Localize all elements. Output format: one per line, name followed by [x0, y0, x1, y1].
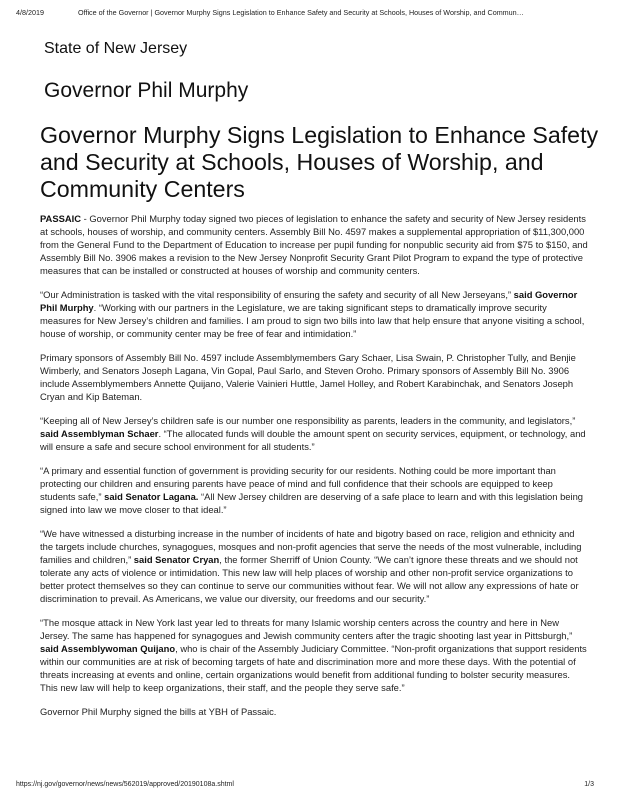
article-body	[40, 212, 590, 729]
print-footer	[16, 781, 594, 788]
print-header	[16, 8, 602, 17]
speaker-attribution: said Governor Phil Murphy	[40, 289, 578, 314]
dateline: PASSAIC	[40, 213, 81, 224]
paragraph-2: “Our Administration is tasked with the vital responsibility of ensuring the safety and security of all New Jerseyans,” said Governor Phil Murphy. “Working with our partners in the Legislature, we are taking significant steps to dramatically improve security measures for New Jersey’s children and families. I am proud to sign two bills into law that help ensure that anyone visiting a school, house of worship, or community center may be free of fear and intimidation.”	[40, 289, 585, 340]
paragraph-4: “Keeping all of New Jersey’s children safe is our number one responsibility as parents, leaders in the community, and legislators,” said Assemblyman Schaer. “The allocated funds will double the amount spent on security services, equipment, or technology, and will ensure a safe and secure school environment for all students.”	[40, 415, 586, 453]
print-page-title: Office of the Governor | Governor Murphy Signs Legislation to Enhance Safety and Security at Schools, Houses of Worship, and Commun…	[78, 8, 524, 17]
governor-phil-murphy-link[interactable]: Governor Phil Murphy	[44, 79, 249, 102]
speaker-attribution: said Senator Lagana.	[104, 491, 199, 503]
speaker-attribution: said Assemblywoman Quijano	[40, 643, 176, 655]
page-url: https://nj.gov/governor/news/news/562019/approved/20190108a.shtml	[16, 781, 234, 788]
state-of-new-jersey-link[interactable]: State of New Jersey	[44, 40, 188, 57]
paragraph-7: “The mosque attack in New York last year led to threats for many Islamic worship centers across the country and here in New Jersey. The same has happened for synagogues and Jewish community centers after the tragic shooting last year in Pittsburgh,” said Assemblywoman Quijano, who is chair of the Assembly Judiciary Committee. “Non-profit organizations that support residents within our communities are at risk of becoming targets of hate and discrimination more and more these days. With the potential of threats increasing at events and online, certain organizations would benefit from additional funding to bolster security measures. This new law will help to keep organizations, their staff, and the people they serve safe.”	[40, 617, 587, 694]
print-date: 4/8/2019	[16, 8, 44, 17]
paragraph-8: Governor Phil Murphy signed the bills at YBH of Passaic.	[40, 706, 277, 718]
paragraph-6: “We have witnessed a disturbing increase in the number of incidents of hate and bigotry based on race, religion and ethnicity and the targets include churches, synagogues, mosques and non-profit agencies that serve the needs of the most vulnerable, including families and children,” said Senator Cryan, the former Sherriff of Union County. “We can’t ignore these threats and we should not tolerate any acts of violence or intimidation. This new law will help places of worship and other non-profit service organizations to better protect themselves so they can continue to serve our communities without fear. We will not allow any expressions of hate or discrimination to prevail. As Americans, we value our diversity, our freedoms and our security.”	[40, 527, 582, 605]
paragraph-5: “A primary and essential function of government is providing security for our residents. Nothing could be more important than protecting our children and ensuring parents have peace of mind and full confidence that their schools are equipped to keep students safe,” said Senator Lagana. “All New Jersey children are deserving of a safe place to learn and with this legislation being signed into law we move closer to that ideal.”	[40, 464, 584, 516]
page-number: 1/3	[584, 781, 594, 788]
paragraph-1: PASSAIC - Governor Phil Murphy today signed two pieces of legislation to enhance the safety and security of New Jersey residents at schools, houses of worship, and community centers. Assembly Bill No. 4597 makes a supplemental appropriation of $11,300,000 from the General Fund to the Department of Education to increase per pupil funding for nonpublic security aid from $75 to $150, and Assembly Bill No. 3906 makes a revision to the New Jersey Nonprofit Security Grant Pilot Program to expand the type of protective measures that can be installed or constructed at houses of worship and community centers.	[40, 213, 588, 277]
paragraph-3: Primary sponsors of Assembly Bill No. 4597 include Assemblymembers Gary Schaer, Lisa Swain, P. Christopher Tully, and Benjie Wimberly, and Senators Joseph Lagana, Vin Gopal, Paul Sarlo, and Steven Oroho. Primary sponsors of Assembly Bill No. 3906 include Assemblymembers Annette Quijano, Valerie Vainieri Huttle, Jamel Holley, and Robert Karabinchak, and Senators Joseph Cryan and Kip Bateman.	[40, 352, 576, 403]
speaker-attribution: said Senator Cryan	[133, 554, 220, 566]
speaker-attribution: said Assemblyman Schaer	[40, 428, 159, 440]
article-title: Governor Murphy Signs Legislation to Enhance Safety and Security at Schools, Houses of Worship, and Community Centers	[40, 122, 599, 202]
